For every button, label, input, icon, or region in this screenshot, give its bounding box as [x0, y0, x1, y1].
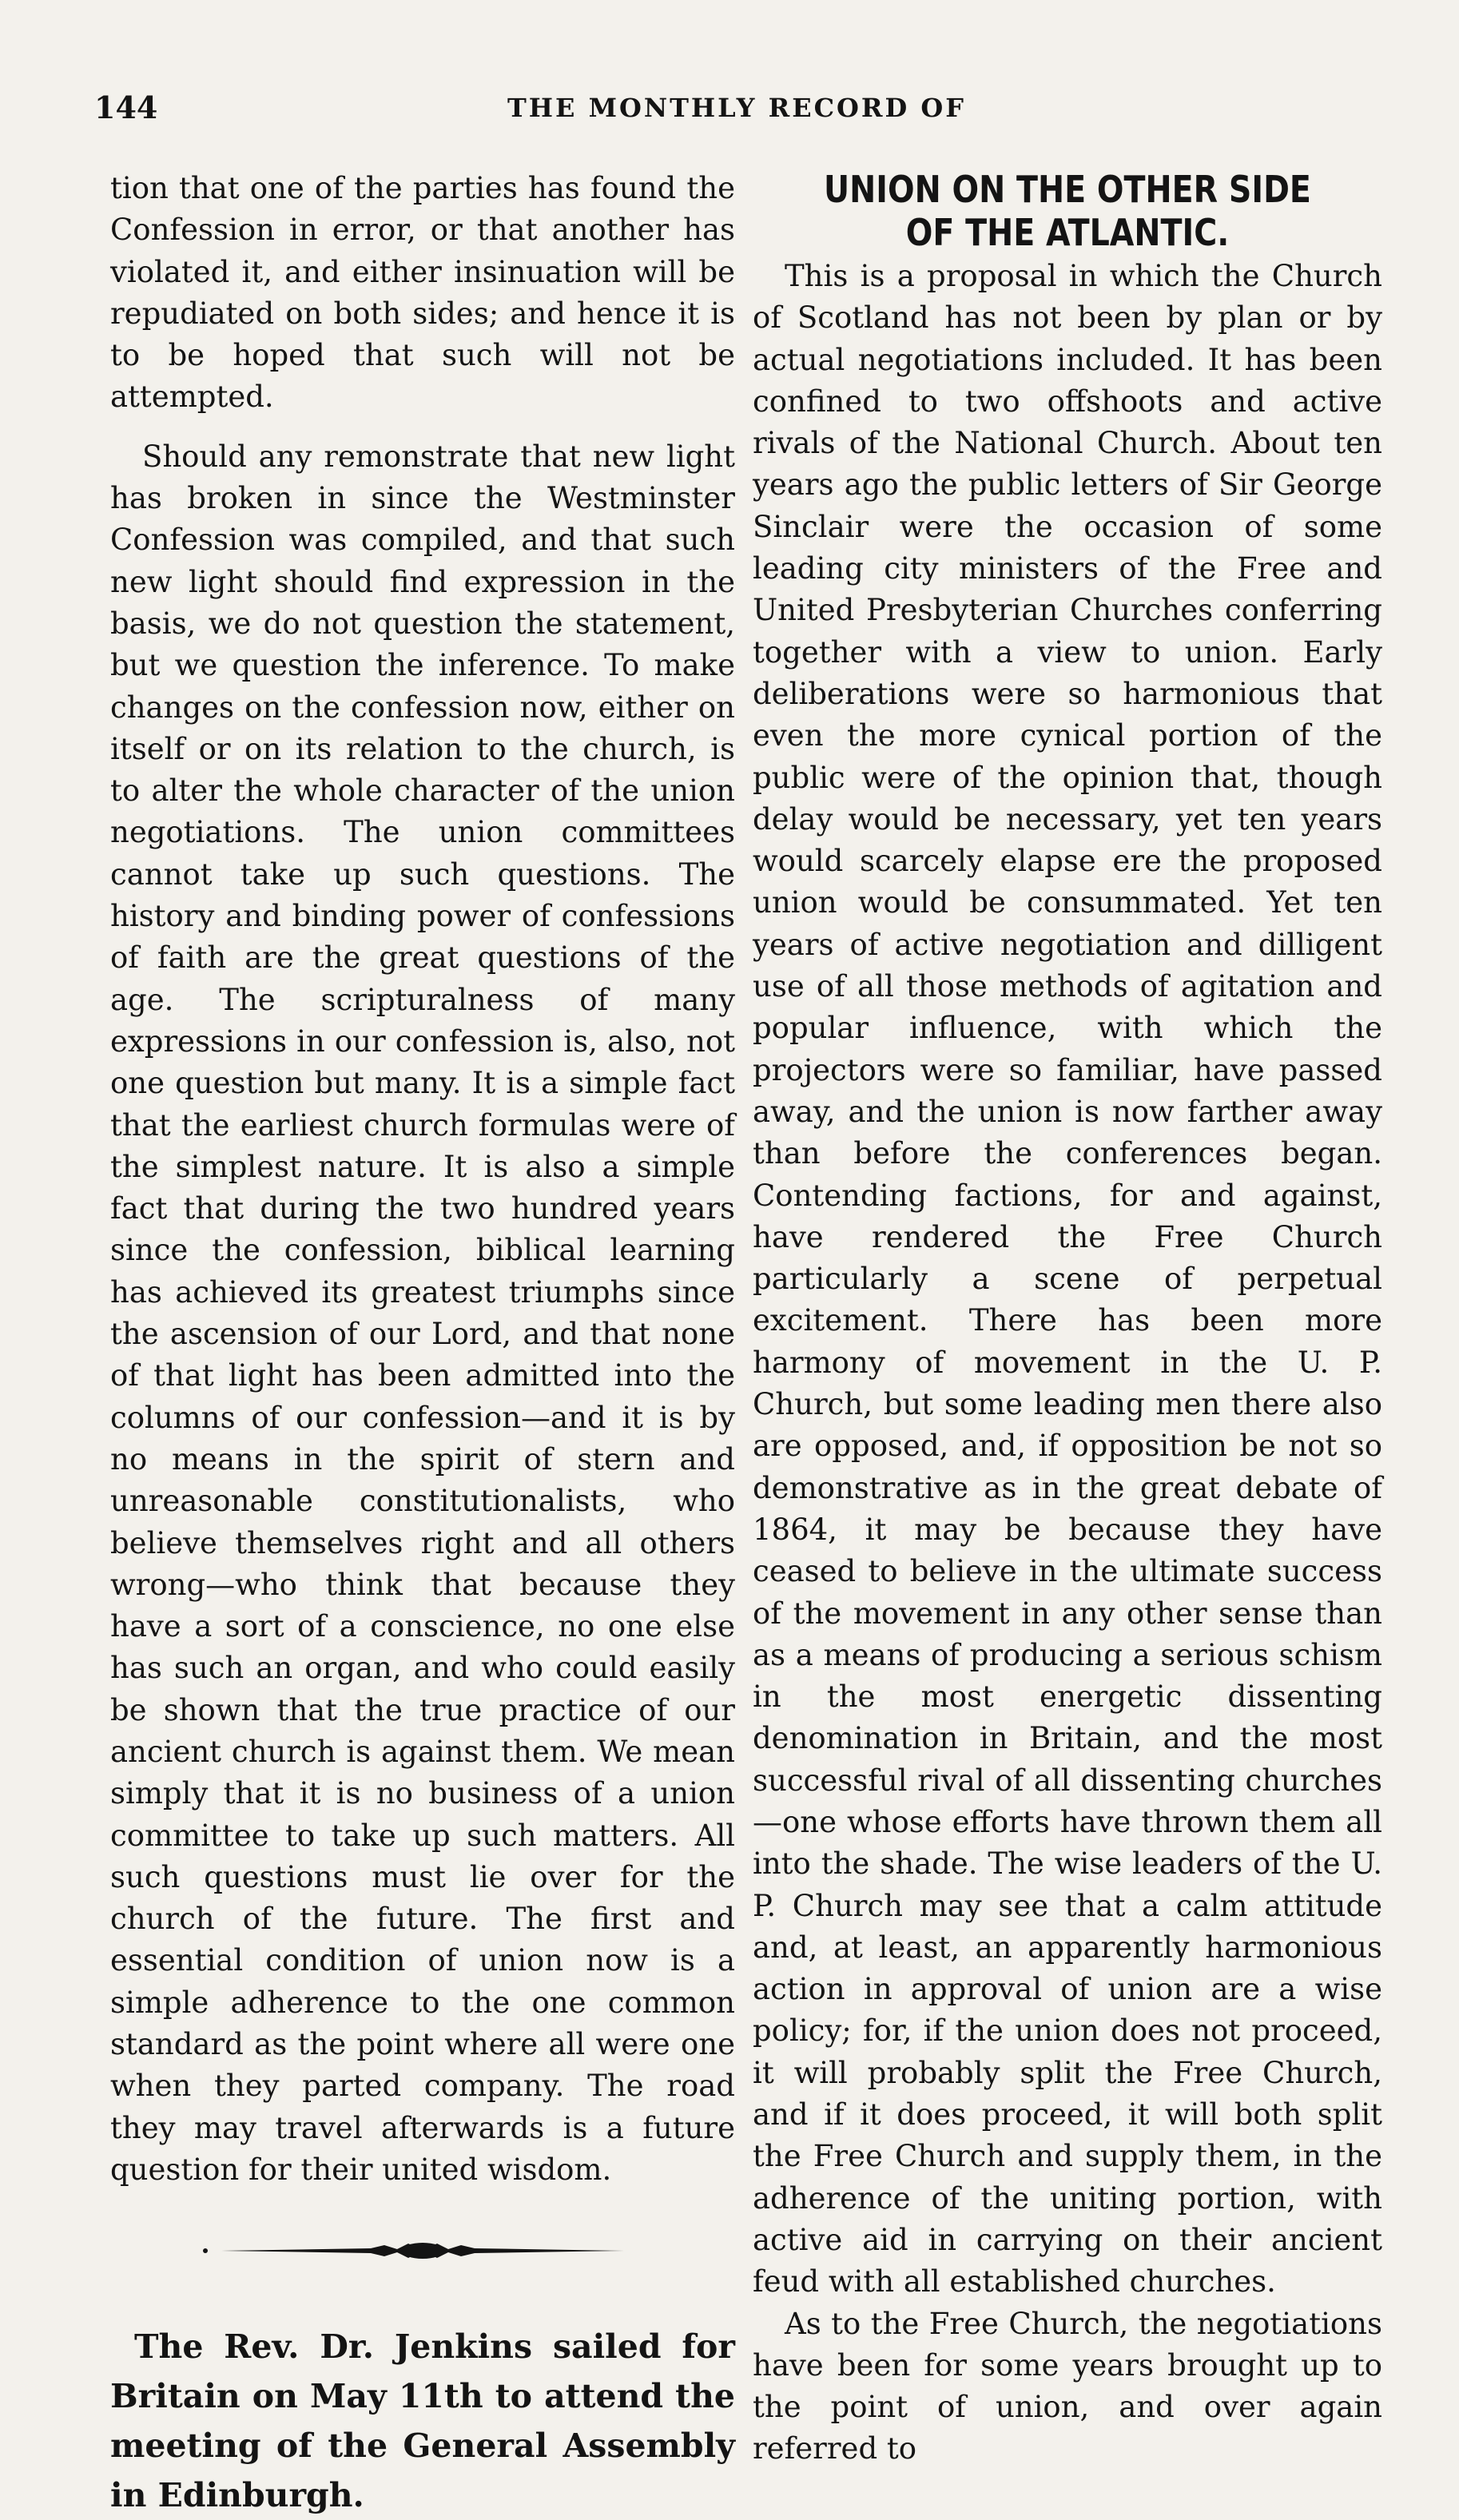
article-heading: UNION ON THE OTHER SIDE OF THE ATLANTIC. — [824, 168, 1311, 254]
ornament-icon — [199, 2239, 646, 2263]
left-paragraph-2: Should any remonstrate that new light has broken in since the Westminster Confession was compiled, and that such new light should find expression in the basis, we do not question the statement, but we question the inference. To make changes on the confession now, either on itself or on its relation to the church, is to alter the whole character of the union negotiations. The union committees cannot take up such questions. The history and binding power of confessions of faith are the great questions of the age. The scripturalness of many expressions in our confession is, also, not one question but many. It is a simple fact that the earliest church formulas were of the simplest nature. It is also a simple fact that during the two hundred years since the confession, biblical learning has achieved its greatest triumphs since the ascension of our Lord, and that none of that light has been admitted into the columns of our confession—and it is by no means in the spirit of stern and unreasonable constitutionalists, who believe themselves right and all others wrong—who think that because they have a sort of a conscience, no one else has such an organ, and who could easily be shown that the true practice of our ancient church is against them. We mean simply that it is no business of a union committee to take up such matters. All such questions must lie over for the church of the future. The first and essential condition of union now is a simple adherence to the one common standard as the point where all were one when they parted company. The road they may travel afterwards is a future question for their united wisdom. — [110, 439, 735, 2187]
notice-jenkins: The Rev. Dr. Jenkins sailed for Britain on May 11th to attend the meeting of the General Assembly in Edinburgh. — [110, 2327, 735, 2515]
right-column — [753, 168, 1382, 2470]
right-paragraph-2: As to the Free Church, the negotiations have been for some years brought up to the point of union, and over again referred to — [753, 2306, 1382, 2466]
right-paragraph-1: This is a proposal in which the Church of Scotland has not been by plan or by actual negotiations included. It has been confined to two offshoots and active rivals of the National Church. About ten years ago the public letters of Sir George Sinclair were the occasion of some leading city ministers of the Free and United Presbyterian Churches conferring together with a view to union. Early deliberations were so harmonious that even the more cynical portion of the public were of the opinion that, though delay would be necessary, yet ten years would scarcely elapse ere the proposed union would be consummated. Yet ten years of active negotiation and dilligent use of all those methods of agitation and popular influence, with which the projectors were so familiar, have passed away, and the union is now farther away than before the conferences began. Contending factions, for and against, have rendered the Free Church particularly a scene of perpetual excitement. There has been more harmony of movement in the U. P. Church, but some leading men there also are opposed, and, if opposition be not so demonstrative as in the great debate of 1864, it may be because they have ceased to believe in the ultimate success of the movement in any other sense than as a means of producing a serious schism in the most energetic dissenting denomination in Britain, and the most successful rival of all dissenting churches—one whose efforts have thrown them all into the shade. The wise leaders of the U. P. Church may see that a calm attitude and, at least, an apparently harmonious action in approval of union are a wise policy; for, if the union does not proceed, it will probably split the Free Church, and if it does proceed, it will both split the Free Church and supply them, in the adherence of the uniting portion, with active aid in carrying on their ancient feud with all established churches. — [753, 259, 1382, 2299]
running-title: THE MONTHLY RECORD OF — [507, 93, 966, 123]
page-header — [94, 89, 1379, 141]
left-column — [110, 168, 735, 2520]
page-number: 144 — [94, 89, 158, 125]
divider-ornament — [110, 2239, 735, 2263]
left-paragraph-1: tion that one of the parties has found the Confession in error, or that another has violated it, and either insinuation will be repudiated on both sides; and hence it is to be hoped that such will not be attempted. — [110, 171, 735, 415]
